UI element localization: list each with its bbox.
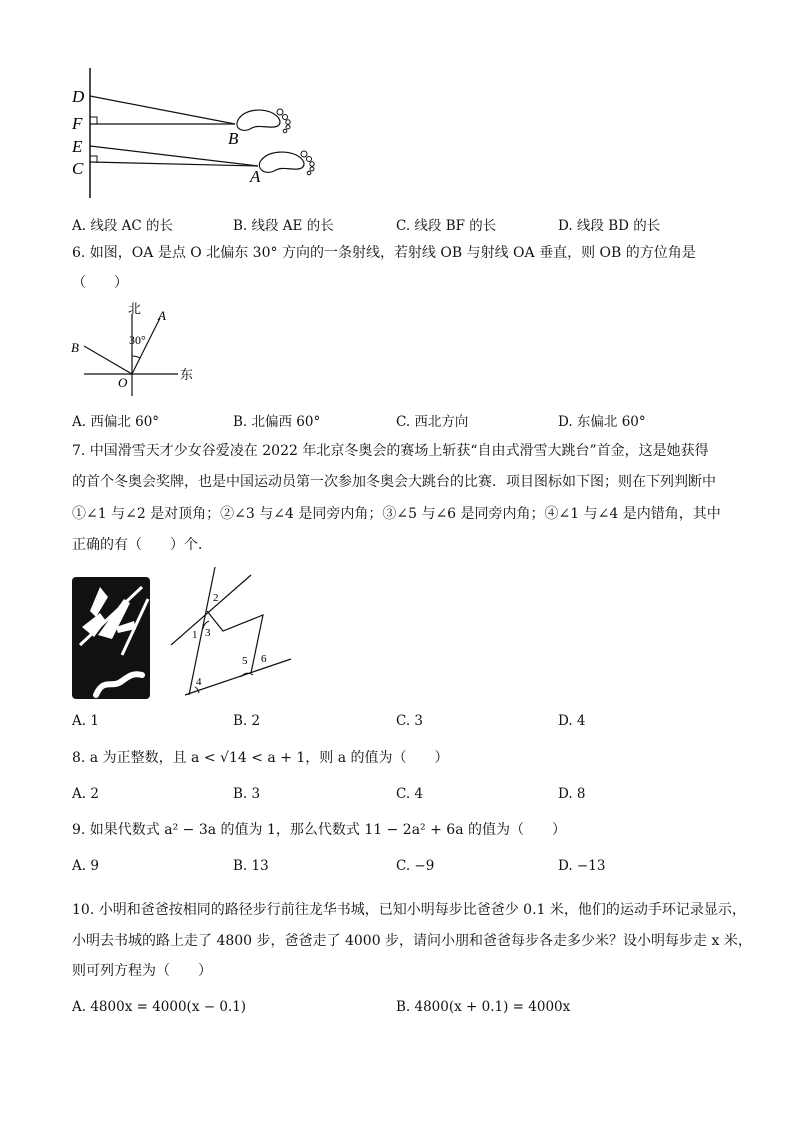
q7-stem-line3: ①∠1 与∠2 是对顶角；②∠3 与∠4 是同旁内角；③∠5 与∠6 是同旁内角；④∠1 与∠4 是内错角，其中	[72, 506, 721, 522]
q9-option-b[interactable]: B. 13	[233, 858, 269, 874]
q8-option-c[interactable]: C. 4	[396, 786, 424, 802]
q9-option-a[interactable]: A. 9	[72, 858, 99, 874]
q7-option-a[interactable]: A. 1	[72, 713, 99, 729]
q6-option-d[interactable]: D. 东偏北 60°	[558, 414, 646, 430]
q10-option-b[interactable]: B. 4800(x + 0.1) = 4000x	[396, 999, 571, 1015]
label-b: B	[71, 340, 79, 355]
q6-option-a[interactable]: A. 西偏北 60°	[72, 414, 160, 430]
q10-stem-line3: 则可列方程为（ ）	[72, 963, 212, 979]
angle-label: 30°	[129, 333, 146, 347]
q6-stem-line1: 6. 如图，OA 是点 O 北偏东 30° 方向的一条射线，若射线 OB 与射线 OA 垂直，则 OB 的方位角是	[72, 245, 696, 261]
q5-option-c[interactable]: C. 线段 BF 的长	[396, 218, 497, 234]
q10-stem-line1: 10. 小明和爸爸按相同的路径步行前往龙华书城，已知小明每步比爸爸少 0.1 米，他们的运动手环记录显示，	[72, 902, 746, 918]
question-5-figure	[60, 62, 340, 202]
label-a: A	[158, 308, 166, 323]
q10-stem-line2: 小明去书城的路上走了 4800 步，爸爸走了 4000 步，请问小朋和爸爸每步各走多少米？设小明每步走 x 米，	[72, 933, 752, 949]
q10-option-a[interactable]: A. 4800x = 4000(x − 0.1)	[72, 999, 247, 1015]
label-c: C	[72, 159, 84, 178]
q9-option-c[interactable]: C. −9	[396, 858, 435, 874]
angle-1-label: 1	[192, 629, 198, 641]
question-6-figure	[66, 300, 206, 400]
q9-option-d[interactable]: D. −13	[558, 858, 606, 874]
q5-option-b[interactable]: B. 线段 AE 的长	[233, 218, 334, 234]
label-d: D	[72, 87, 85, 106]
q6-option-b[interactable]: B. 北偏西 60°	[233, 414, 321, 430]
q7-option-c[interactable]: C. 3	[396, 713, 424, 729]
q8-option-d[interactable]: D. 8	[558, 786, 586, 802]
q7-stem-line4: 正确的有（ ）个．	[72, 537, 212, 553]
question-7-figure	[165, 563, 300, 703]
q8-stem: 8. a 为正整数，且 a < √14 < a + 1，则 a 的值为（ ）	[72, 750, 449, 766]
north-label: 北	[128, 301, 142, 316]
q7-stem-line2: 的首个冬奥会奖牌，也是中国运动员第一次参加冬奥会大跳台的比赛．项目图标如下图；则在下列判断中	[72, 474, 716, 490]
label-b: B	[228, 129, 239, 148]
q5-option-a[interactable]: A. 线段 AC 的长	[72, 218, 173, 234]
q6-option-c[interactable]: C. 西北方向	[396, 414, 469, 430]
angle-4-label: 4	[196, 676, 202, 688]
angle-5-label: 5	[242, 655, 248, 667]
east-label: 东	[180, 367, 194, 382]
q8-option-b[interactable]: B. 3	[233, 786, 261, 802]
q7-stem-line1: 7. 中国滑雪天才少女谷爱凌在 2022 年北京冬奥会的赛场上斩获“自由式滑雪大跳台”首金，这是她获得	[72, 443, 709, 459]
q9-stem: 9. 如果代数式 a² − 3a 的值为 1，那么代数式 11 − 2a² + 6a 的值为（ ）	[72, 822, 567, 838]
label-f: F	[72, 114, 83, 133]
q7-option-b[interactable]: B. 2	[233, 713, 261, 729]
q5-option-d[interactable]: D. 线段 BD 的长	[558, 218, 661, 234]
label-a: A	[250, 167, 261, 186]
footprint-icon	[259, 151, 314, 175]
angle-6-label: 6	[261, 653, 267, 665]
q8-option-a[interactable]: A. 2	[72, 786, 99, 802]
q7-option-d[interactable]: D. 4	[558, 713, 586, 729]
label-o: O	[118, 375, 128, 390]
label-e: E	[72, 137, 83, 156]
footprint-icon	[237, 109, 290, 133]
q6-stem-line2: （ ）	[72, 275, 128, 291]
angle-2-label: 2	[213, 592, 219, 604]
ski-jump-icon	[72, 577, 150, 699]
angle-3-label: 3	[205, 627, 211, 639]
